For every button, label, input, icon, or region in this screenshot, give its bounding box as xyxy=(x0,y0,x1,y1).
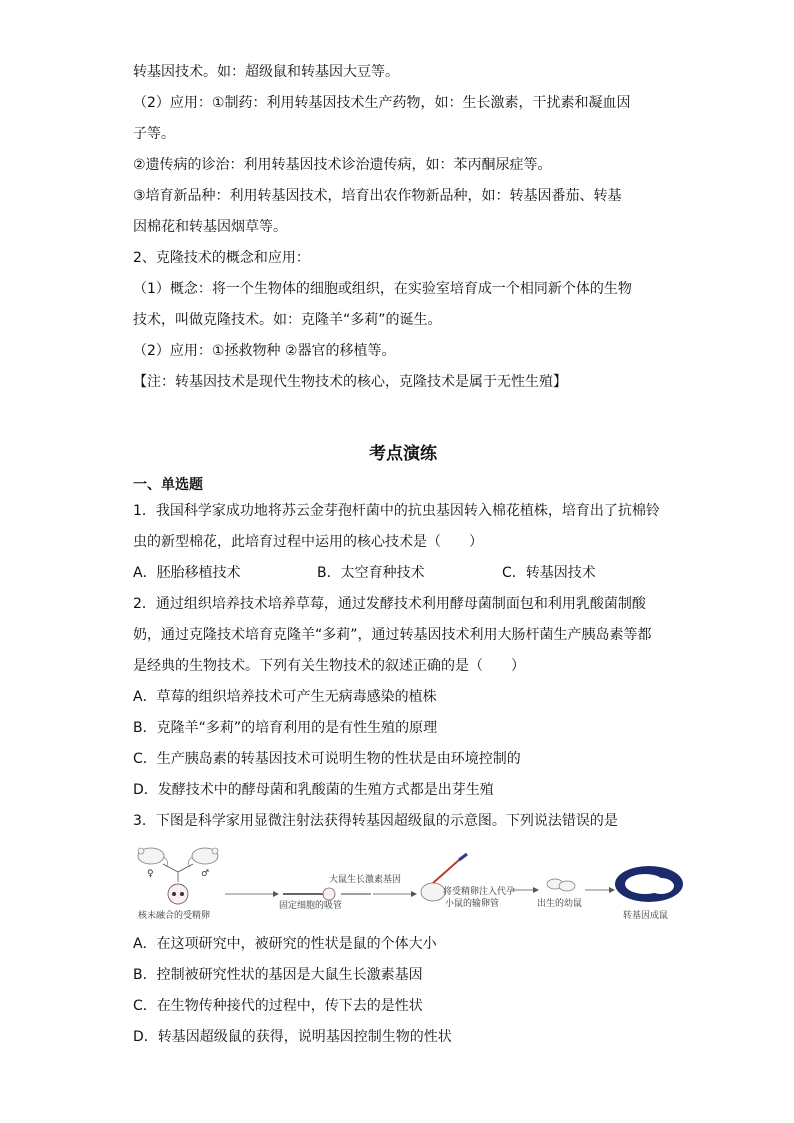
option-b: B．控制被研究性状的基因是大鼠生长激素基因 xyxy=(133,967,423,983)
arrow-head xyxy=(411,891,417,897)
arrow-head xyxy=(609,887,615,893)
question-1-stem: 虫的新型棉花，此培育过程中运用的核心技术是（ ） xyxy=(133,534,483,550)
question-1-options xyxy=(133,563,673,594)
option-a: A．草莓的组织培养技术可产生无病毒感染的植株 xyxy=(133,689,437,705)
gene-label: 大鼠生长激素基因 xyxy=(329,875,402,885)
fertilized-egg-icon xyxy=(168,884,188,904)
option-b: B．克隆羊“多莉”的培育利用的是有性生殖的原理 xyxy=(133,720,438,736)
question-2-stem: 奶，通过克隆技术培育克隆羊“多莉”，通过转基因技术利用大肠杆菌生产胰岛素等都 xyxy=(133,627,652,643)
adult-label: 转基因成鼠 xyxy=(623,911,669,921)
text-line: ②遗传病的诊治：利用转基因技术诊治遗传病，如：苯丙酮尿症等。 xyxy=(133,157,552,173)
egg-label: 核未融合的受精卵 xyxy=(138,911,211,921)
option-d: D．转基因超级鼠的获得，说明基因控制生物的性状 xyxy=(133,1029,452,1045)
section-title: 考点演练 xyxy=(369,444,437,464)
text-line: （2）应用：①拯救物种 ②器官的移植等。 xyxy=(133,343,396,359)
option-c: C．生产胰岛素的转基因技术可说明生物的性状是由环境控制的 xyxy=(133,751,521,767)
inject-label-2: 小鼠的输卵管 xyxy=(445,899,500,909)
text-line: 转基因技术。如：超级鼠和转基因大豆等。 xyxy=(133,64,399,80)
option-c: C．转基因技术 xyxy=(502,565,596,581)
arrow-head xyxy=(533,887,539,893)
transgenic-mouse-diagram xyxy=(133,842,693,922)
note-line: 【注：转基因技术是现代生物技术的核心，克隆技术是属于无性生殖】 xyxy=(133,374,567,390)
option-b: B．太空育种技术 xyxy=(317,565,425,581)
question-2-stem: 是经典的生物技术。下列有关生物技术的叙述正确的是（ ） xyxy=(133,658,525,674)
inject-label-1: 将受精卵注入代孕 xyxy=(443,887,516,897)
adult-mouse-icon xyxy=(615,866,683,902)
pipette-icon xyxy=(283,888,335,900)
option-c: C．在生物传种接代的过程中，传下去的是性状 xyxy=(133,998,423,1014)
text-line: 技术，叫做克隆技术。如：克隆羊“多莉”的诞生。 xyxy=(133,312,442,328)
text-line: 2、克隆技术的概念和应用： xyxy=(133,250,310,266)
subsection-heading: 一、单选题 xyxy=(133,477,203,493)
text-line: （2）应用：①制药：利用转基因技术生产药物，如：生长激素，干扰素和凝血因 xyxy=(133,95,631,111)
female-symbol: ♀ xyxy=(147,869,154,879)
option-a: A．胚胎移植技术 xyxy=(133,565,241,581)
cross-lines xyxy=(163,864,193,882)
text-line: ③培育新品种：利用转基因技术，培育出农作物新品种，如：转基因番茄、转基 xyxy=(133,188,622,204)
question-3-stem: 3．下图是科学家用显微注射法获得转基因超级鼠的示意图。下列说法错误的是 xyxy=(133,813,618,829)
question-1-stem: 1．我国科学家成功地将苏云金芽孢杆菌中的抗虫基因转入棉花植株，培育出了抗棉铃 xyxy=(133,503,660,519)
diagram-svg xyxy=(133,842,693,922)
option-d: D．发酵技术中的酵母菌和乳酸菌的生殖方式都是出芽生殖 xyxy=(133,782,494,798)
spacer xyxy=(133,403,673,439)
young-label: 出生的幼鼠 xyxy=(537,899,583,909)
document-page xyxy=(133,62,673,1058)
young-mice-icon xyxy=(547,879,575,891)
arrow-head xyxy=(273,891,279,897)
text-line: 因棉花和转基因烟草等。 xyxy=(133,219,287,235)
male-symbol: ♂ xyxy=(201,869,210,879)
text-line: 子等。 xyxy=(133,126,175,142)
option-a: A．在这项研究中，被研究的性状是鼠的个体大小 xyxy=(133,936,437,952)
pipette-label: 固定细胞的吸管 xyxy=(279,901,343,911)
question-2-stem: 2．通过组织培养技术培养草莓，通过发酵技术利用酵母菌制面包和利用乳酸菌制酸 xyxy=(133,596,646,612)
text-line: （1）概念：将一个生物体的细胞或组织，在实验室培育成一个相同新个体的生物 xyxy=(133,281,632,297)
